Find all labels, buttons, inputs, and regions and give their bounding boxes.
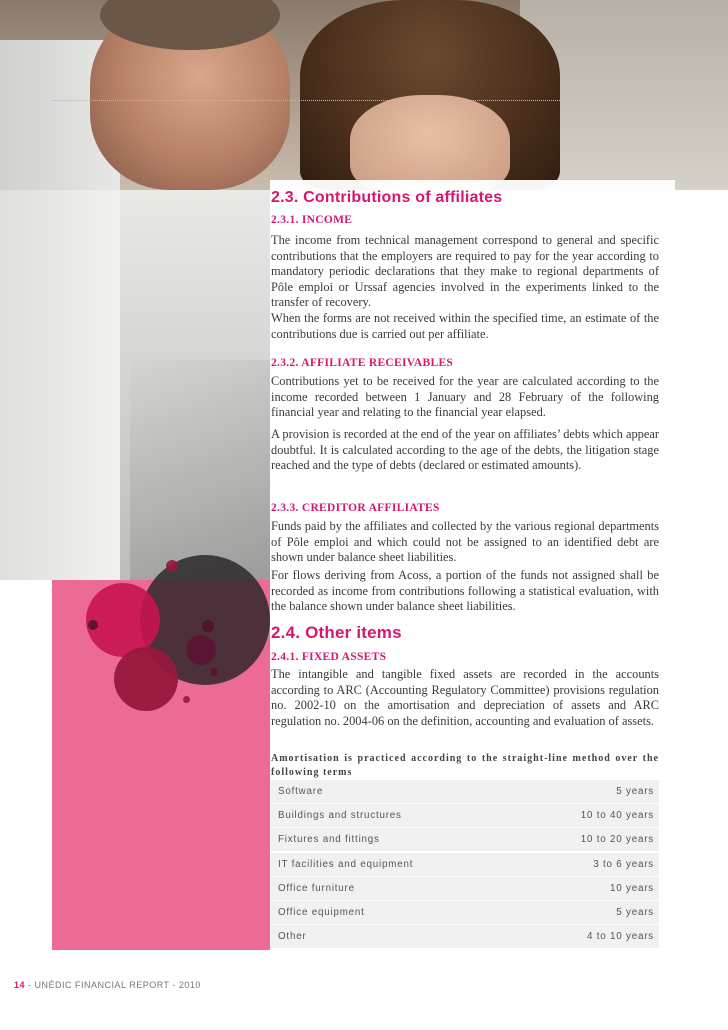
decorative-circle-magenta xyxy=(86,583,160,657)
paragraph-receivables-1: Contributions yet to be received for the year are calculated according to the income recorded between 1 January and 28 February of the following financial year and relating to the financial year elapsed. xyxy=(271,374,659,420)
depreciation-term: 5 years xyxy=(616,906,654,918)
depreciation-term: 5 years xyxy=(616,786,654,797)
paragraph-income-1: The income from technical management correspond to general and specific contributions that the employers are required to pay for the year according to mandatory periodic declarations that they make to regional departments of Pôle emploi or Urssaf agencies involved in the experiments linked to the transfer of recovery. xyxy=(271,233,659,310)
decorative-circle-small-dark xyxy=(186,635,216,665)
table-row xyxy=(271,853,659,876)
asset-category: Other xyxy=(278,931,307,943)
photo-laptop xyxy=(130,360,270,580)
amortisation-note: Amortisation is practiced according to the straight-line method over the following terms xyxy=(271,753,659,778)
paragraph-creditor-2: For flows deriving from Acoss, a portion of the funds not assigned shall be recorded as income from contributions following a statistical evaluation, with the balance shown under balance sheet liabilities. xyxy=(271,568,659,614)
heading-affiliate-receivables: 2.3.2. AFFILIATE RECEIVABLES xyxy=(271,357,454,369)
paragraph-fixed-assets: The intangible and tangible fixed assets are recorded in the accounts according to ARC (Accounting Regulatory Committee) provisions regulation no. 2002-10 on the amortisation and depreciation of assets and ARC regulation no. 2004-06 on the definition, accounting and evaluation of assets. xyxy=(271,667,659,728)
decorative-dot xyxy=(88,620,98,630)
asset-category: Office equipment xyxy=(278,906,365,918)
decorative-dot xyxy=(202,620,214,632)
decorative-circle-maroon xyxy=(114,647,178,711)
depreciation-term: 10 years xyxy=(610,882,654,894)
depreciation-term: 10 to 20 years xyxy=(580,834,654,846)
page-number: 14 xyxy=(14,980,26,990)
table-row xyxy=(271,877,659,900)
heading-fixed-assets: 2.4.1. FIXED ASSETS xyxy=(271,651,387,663)
table-row xyxy=(271,780,659,803)
table-row xyxy=(271,901,659,924)
asset-category: Buildings and structures xyxy=(278,810,402,822)
amortisation-terms-table xyxy=(271,780,659,949)
depreciation-term: 10 to 40 years xyxy=(580,810,654,822)
decorative-dot xyxy=(183,696,190,703)
photo-shirt xyxy=(0,190,120,580)
decorative-dot xyxy=(166,560,178,572)
dotted-rule xyxy=(52,100,728,101)
table-row xyxy=(271,828,659,851)
asset-category: Office furniture xyxy=(278,882,355,894)
asset-category: IT facilities and equipment xyxy=(278,858,414,870)
report-label: - UNÉDIC FINANCIAL REPORT - 2010 xyxy=(25,980,201,990)
table-row xyxy=(271,804,659,827)
paragraph-receivables-2: A provision is recorded at the end of the year on affiliates’ debts which appear doubtful. It is calculated according to the age of the debts, the litigation stage reached and the type of debts (declared or estimated amounts). xyxy=(271,427,659,473)
depreciation-term: 3 to 6 years xyxy=(593,858,654,870)
decorative-dot xyxy=(210,668,218,676)
table-row xyxy=(271,925,659,948)
depreciation-term: 4 to 10 years xyxy=(586,931,654,943)
asset-category: Fixtures and fittings xyxy=(278,834,380,846)
section-title-other-items: 2.4. Other items xyxy=(271,623,402,642)
heading-income: 2.3.1. INCOME xyxy=(271,214,353,226)
section-title-contributions: 2.3. Contributions of affiliates xyxy=(271,189,503,206)
header-photo xyxy=(0,0,728,190)
photo-woman xyxy=(350,95,510,190)
asset-category: Software xyxy=(278,786,324,797)
paragraph-creditor-1: Funds paid by the affiliates and collected by the various regional departments of Pôle emploi and which could not be assigned to an identified debt are shown under balance sheet liabilities. xyxy=(271,519,659,565)
heading-creditor-affiliates: 2.3.3. CREDITOR AFFILIATES xyxy=(271,502,440,514)
page-footer xyxy=(14,980,201,990)
paragraph-income-2: When the forms are not received within the specified time, an estimate of the contributions due is carried out per affiliate. xyxy=(271,311,659,341)
